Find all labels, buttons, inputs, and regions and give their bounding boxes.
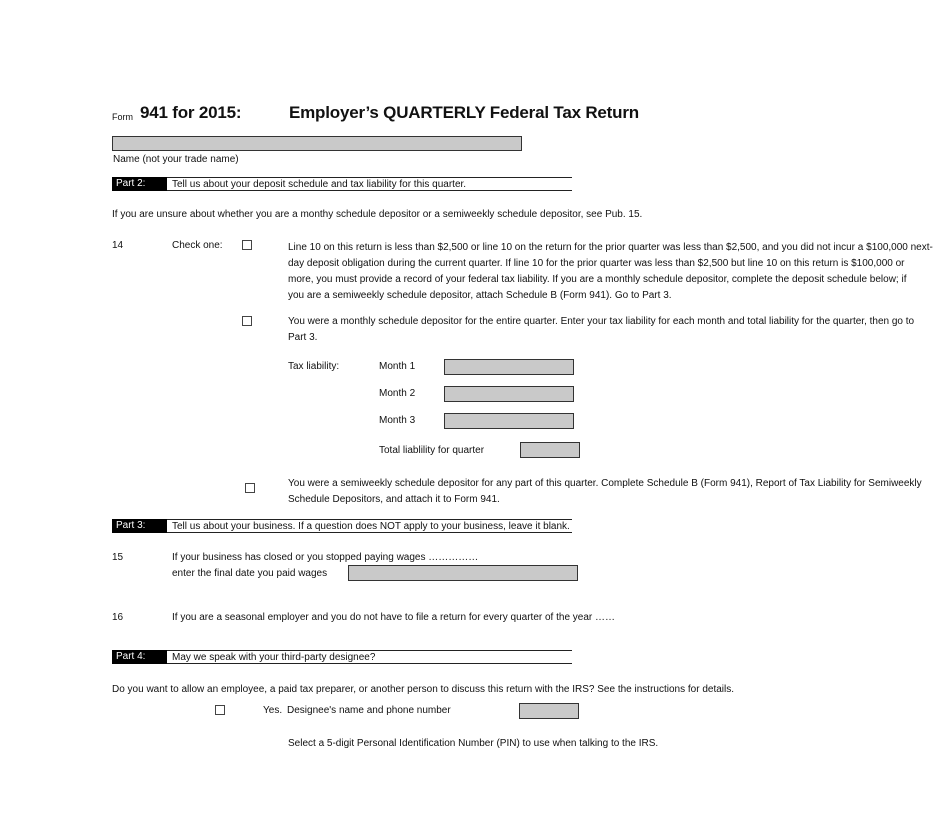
option2-checkbox[interactable] (242, 316, 252, 326)
name-input[interactable] (112, 136, 522, 151)
part2-intro: If you are unsure about whether you are a monthy schedule depositor or a semiweekly schedule depositor, see Pub. 15. (112, 209, 643, 220)
form-word: Form (112, 112, 133, 122)
part4-description: May we speak with your third-party designee? (172, 652, 376, 663)
option1-checkbox[interactable] (242, 240, 252, 250)
part2-label: Part 2: (112, 177, 167, 191)
option3-checkbox[interactable] (245, 483, 255, 493)
month1-input[interactable] (444, 359, 574, 375)
part3-description: Tell us about your business. If a question does NOT apply to your business, leave it blank. (172, 521, 570, 532)
designee-yes-checkbox[interactable] (215, 705, 225, 715)
line15-text: If your business has closed or you stopped paying wages …………… (172, 552, 479, 563)
line16-text: If you are a seasonal employer and you do not have to file a return for every quarter of the year …… (172, 612, 616, 623)
line14-number: 14 (112, 240, 124, 251)
yes-label: Yes. (263, 705, 283, 716)
line15-text2: enter the final date you paid wages (172, 568, 328, 579)
line16-number: 16 (112, 612, 124, 623)
option3-text: You were a semiweekly schedule depositor for any part of this quarter. Complete Schedule B (Form 941), Report of Tax Liability for Semiweekly Schedule Depositors, and attach it to Form 941. (288, 478, 922, 505)
pin-label: Select a 5-digit Personal Identification Number (PIN) to use when talking to the IRS. (288, 738, 659, 749)
part2-description: Tell us about your deposit schedule and tax liability for this quarter. (172, 179, 467, 190)
option1-text: Line 10 on this return is less than $2,500 or line 10 on the return for the prior quarter was less than $2,500, and you did not incur a $100,000 next- day deposit obligation during the current quarter. If line 10 for the prior quarter was less than $2,500 but line 10 on this return is $100,000 or more, you must provide a record of your federal tax liability. If you are a monthly schedule depositor, complete the deposit schedule below; if you are a semiweekly schedule depositor, attach Schedule B (Form 941). Go to Part 3. (288, 242, 933, 301)
part4-label: Part 4: (112, 650, 167, 664)
total-liability-input[interactable] (520, 442, 580, 458)
option2-text: You were a monthly schedule depositor for the entire quarter. Enter your tax liability for each month and total liability for the quarter, then go to Part 3. (288, 316, 915, 343)
part4-intro: Do you want to allow an employee, a paid tax preparer, or another person to discuss this return with the IRS? See the instructions for details. (112, 684, 735, 695)
designee-label: Designee's name and phone number (287, 705, 451, 716)
tax-liability-label: Tax liability: (288, 361, 340, 372)
month3-label: Month 3 (379, 415, 416, 426)
form-number: 941 for 2015: (140, 103, 242, 122)
month2-input[interactable] (444, 386, 574, 402)
month1-label: Month 1 (379, 361, 416, 372)
month2-label: Month 2 (379, 388, 416, 399)
designee-name-input[interactable] (519, 703, 579, 719)
page-title: Employer’s QUARTERLY Federal Tax Return (289, 103, 639, 122)
line15-number: 15 (112, 552, 124, 563)
check-one-label: Check one: (172, 240, 223, 251)
part3-label: Part 3: (112, 519, 167, 533)
total-liability-label: Total liablility for quarter (379, 445, 485, 456)
month3-input[interactable] (444, 413, 574, 429)
final-wages-date-input[interactable] (348, 565, 578, 581)
name-label: Name (not your trade name) (113, 154, 239, 165)
